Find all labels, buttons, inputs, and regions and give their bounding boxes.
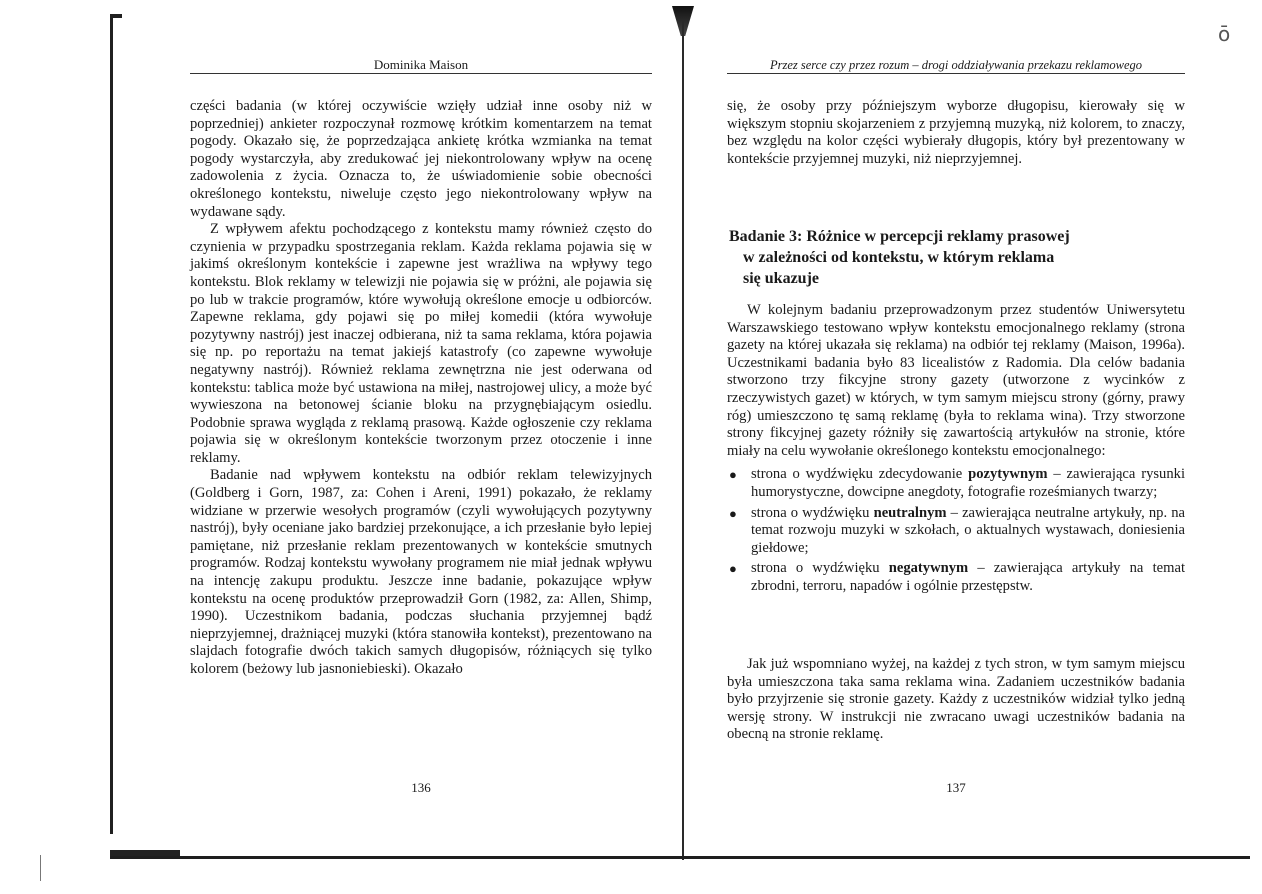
bullet-list — [727, 466, 1185, 595]
gutter-line — [682, 20, 684, 860]
paragraph: Badanie nad wpływem kontekstu na odbiór reklam telewizyjnych (Goldberg i Gorn, 1987, za: Cohen i Areni, 1991) pokazało, że reklamy widziane w przerwie wesołych programów (czyli wywołujących pozytywny nastrój), były oceniane jako bardziej przekonujące, a ich przesłanie było lepiej pamiętane, niż przesłanie reklam prezentowanych w kontekście smutnych programów. Rodzaj kontekstu wywołany programem nie miał jednak wpływu na intencję zakupu produktu. Jeszcze inne badanie, pokazujące wpływ kontekstu na ocenę produktów przeprowadził Gorn (1982, za: Allen, Shimp, 1990). Uczestnikom badania, podczas słuchania przyjemnej bądź nieprzyjemnej, drażniącej muzyki (która stanowiła kontekst), prezentowano na slajdach fotografie dwóch takich samych długopisów, różniących się tylko kolorem (beżowy lub jasnoniebieski). Okazało — [190, 467, 652, 677]
heading-line: w zależności od kontekstu, w którym reklama — [743, 249, 1055, 266]
list-item: ● strona o wydźwięku negatywnym – zawierająca artykuły na temat zbrodni, terroru, napadów i ogólnie przestępstw. — [729, 560, 1185, 594]
right-top-text — [727, 98, 1185, 168]
page-edge-bottom — [110, 856, 1250, 859]
page-number: 137 — [946, 780, 966, 795]
emphasis: pozytywnym — [968, 466, 1048, 483]
header-rule — [727, 73, 1185, 74]
paragraph: W kolejnym badaniu przeprowadzonym przez studentów Uniwersytetu Warszawskiego testowano wpływ kontekstu emocjonalnego reklamy (strona gazety na której ukazała się reklama) na odbiór tej reklamy (Maison, 1996a). Uczestnikami badania było 83 licealistów z Radomia. Dla celów badania stworzono trzy fikcyjne strony gazety (utworzone z wycinków z rzeczywistych gazet) w których, w tym samym miejscu strony (górny, prawy róg) umieszczono tę samą reklamę (była to reklama wina). Trzy stworzone strony fikcyjnej gazety różniły się zawartością artykułów na stronie, które miały na celu wywołanie określonego kontekstu emocjonalnego: — [727, 302, 1185, 459]
paragraph: części badania (w której oczywiście wzięły udział inne osoby niż w poprzedniej) ankieter rozpoczynał rozmowę krótkim komentarzem na temat pogody. Okazało się, że poprzedzająca ankietę krótka wzmianka na temat pogody wystarczyła, aby zredukować jej niekontrolowany wpływ na ocenę zadowolenia z życia. Oznacza to, że uświadomienie sobie obecności określonego kontekstu, niweluje często jego niekontrolowany wpływ na wydawane sądy. — [190, 98, 652, 220]
page-edge-corner — [112, 14, 122, 18]
scan-tick — [40, 855, 41, 881]
bullet-icon: ● — [729, 505, 737, 521]
paragraph: Jak już wspomniano wyżej, na każdej z tych stron, w tym samym miejscu była umieszczona taka sama reklama wina. Zadaniem uczestników badania było przyjrzenie się stronie gazety. Każdy z uczestników widział tylko jedną wersję strony. W instrukcji nie zwracano uwagi uczestników badania na obecną na stronie reklamę. — [727, 656, 1185, 743]
emphasis: neutralnym — [873, 504, 947, 521]
bullet-icon: ● — [729, 467, 737, 483]
heading-line: Badanie 3: Różnice w percepcji reklamy prasowej — [729, 228, 1070, 245]
corner-scan-mark-icon: ō — [1218, 22, 1231, 46]
left-body-text — [190, 98, 652, 679]
paragraph: się, że osoby przy późniejszym wyborze długopisu, kierowały się w większym stopniu skojarzeniem z przyjemną muzyką, niż kolorem, to znaczy, bez względu na kolor części wybierały długopis, który był prezentowany w kontekście przyjemnej muzyki, niż nieprzyjemnej. — [727, 98, 1185, 167]
list-item: ● strona o wydźwięku zdecydowanie pozytywnym – zawierająca rysunki humorystyczne, dowcipne anegdoty, fotografie roześmianych twarzy; — [729, 466, 1186, 500]
heading-line: się ukazuje — [743, 270, 819, 287]
paragraph: Z wpływem afektu pochodzącego z kontekstu mamy również często do czynienia w przypadku spostrzegania reklam. Każda reklama pojawia się w jakimś określonym kontekście i zapewne jest wrażliwa na wpływy tego kontekstu. Blok reklamy w telewizji nie pojawia się w próżni, ale pojawia się po lub w trakcie programów, które wywołują określone emocje u odbiorców. Zapewne reklama, gdy pojawi się po miłej komedii (która wywołuje pozytywny nastrój) jest inaczej odbierana, niż ta sama reklama, która pojawia się np. po reportażu na temat jakiejś katastrofy (co zapewne wywołuje negatywny nastrój). Również reklama zewnętrzna nie jest oderwana od kontekstu: tablica może być ustawiona na miłej, nastrojowej ulicy, a może być wywieszona na betonowej ścianie bloku na przygnębiającym osiedlu. Podobnie sprawa wygląda z reklamą prasową. Każde ogłoszenie czy reklama pojawia się w określonym kontekście tworzonym przez otoczenie i inne reklamy. — [190, 221, 652, 466]
page-number: 136 — [411, 780, 431, 795]
section-heading — [729, 226, 1149, 289]
running-head-chapter: Przez serce czy przez rozum – drogi oddziaływania przekazu reklamowego — [769, 58, 1143, 72]
page-edge-left — [110, 14, 113, 834]
right-bottom-text — [727, 656, 1185, 744]
bullet-icon: ● — [729, 561, 737, 577]
right-mid-text — [727, 302, 1185, 599]
header-rule — [190, 73, 652, 74]
running-head-author: Dominika Maison — [373, 57, 469, 72]
list-item: ● strona o wydźwięku neutralnym – zawierająca neutralne artykuły, np. na temat rozwoju muzyki w szkołach, o aktualnych wystawach, doniesienia giełdowe; — [729, 504, 1185, 556]
emphasis: negatywnym — [888, 560, 969, 577]
